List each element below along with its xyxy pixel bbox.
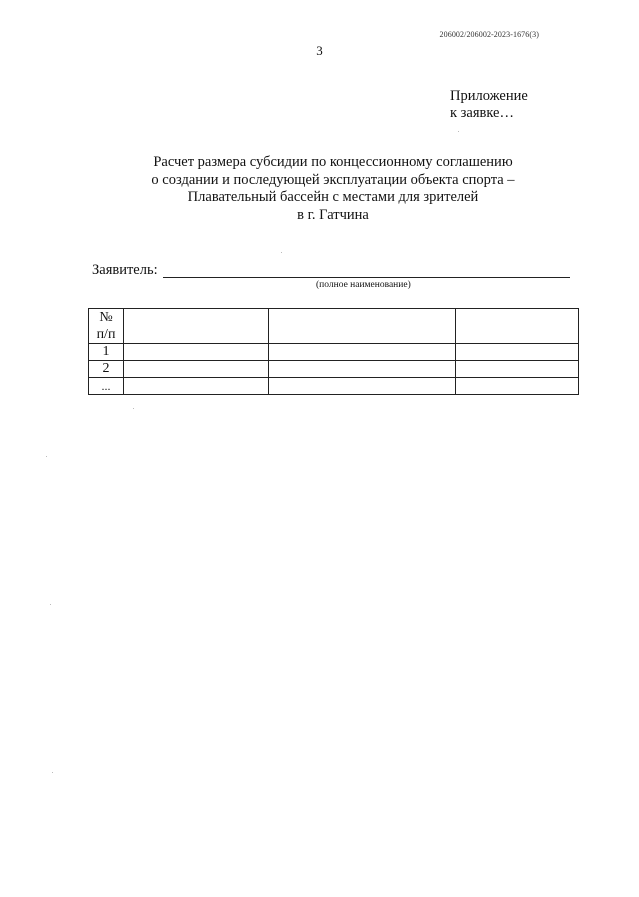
table-cell <box>456 361 579 378</box>
table-row <box>89 344 579 361</box>
header-number-sign: № <box>99 310 113 325</box>
table-cell <box>124 378 269 395</box>
table-cell <box>124 361 269 378</box>
document-code: 206002/206002-2023-1676(3) <box>439 30 539 39</box>
applicant-name-line <box>163 277 570 278</box>
table-cell <box>456 378 579 395</box>
appendix-line-2: к заявке… <box>450 105 514 121</box>
scan-speck <box>281 252 282 253</box>
header-cell-3 <box>269 309 456 344</box>
table-row <box>89 378 579 395</box>
applicant-label: Заявитель: <box>92 262 158 278</box>
table-row <box>89 361 579 378</box>
row-number-cell: 1 <box>89 344 124 361</box>
title-line-2: о создании и последующей эксплуатации объекта спорта – <box>151 171 515 188</box>
table-header-row <box>89 309 579 344</box>
calculation-table <box>88 308 579 395</box>
row-number-cell: 2 <box>89 361 124 378</box>
title-line-4: в г. Гатчина <box>297 206 369 223</box>
page-number: 3 <box>316 43 323 58</box>
row-number-cell: ... <box>89 378 124 395</box>
scan-speck <box>133 408 134 409</box>
appendix-line-1: Приложение <box>450 88 528 104</box>
table-cell <box>269 378 456 395</box>
scan-speck <box>458 131 459 132</box>
scan-speck <box>50 604 51 605</box>
header-cell-4 <box>456 309 579 344</box>
scan-speck <box>52 772 53 773</box>
header-cell-2 <box>124 309 269 344</box>
title-line-1: Расчет размера субсидии по концессионному соглашению <box>153 154 513 170</box>
header-cell-number <box>89 309 124 344</box>
document-title <box>0 154 639 224</box>
appendix-note <box>450 88 528 122</box>
applicant-hint: (полное наименование) <box>316 280 411 290</box>
scan-speck <box>46 456 47 457</box>
table-cell <box>269 344 456 361</box>
title-line-3: Плавательный бассейн с местами для зрителей <box>187 189 479 205</box>
table-cell <box>124 344 269 361</box>
table-cell <box>456 344 579 361</box>
header-number-abbr: п/п <box>96 327 116 342</box>
table-cell <box>269 361 456 378</box>
